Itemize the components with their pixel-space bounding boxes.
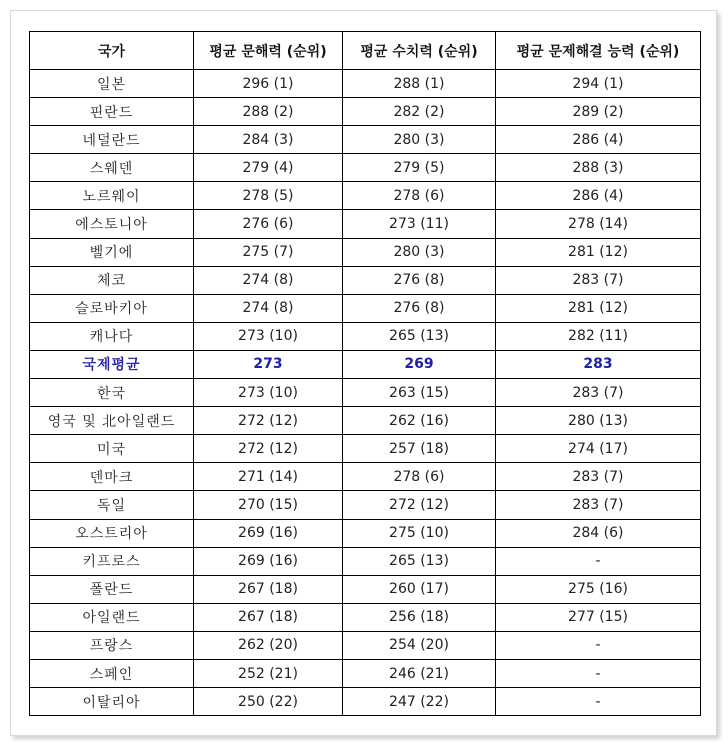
country-cell: 독일 [30,491,194,519]
table-body [30,70,701,716]
numeracy-cell: 279 (5) [343,154,496,182]
problem-solving-cell: 278 (14) [496,210,701,238]
literacy-cell: 267 (18) [194,603,343,631]
table-row [30,435,701,463]
problem-solving-cell: 283 [496,350,701,378]
literacy-cell: 250 (22) [194,688,343,716]
table-row [30,519,701,547]
table-row [30,463,701,491]
problem-solving-cell: 294 (1) [496,70,701,98]
numeracy-cell: 263 (15) [343,379,496,407]
header-country: 국가 [30,32,194,70]
table-row [30,379,701,407]
literacy-cell: 274 (8) [194,294,343,322]
problem-solving-cell: 283 (7) [496,379,701,407]
literacy-cell: 272 (12) [194,407,343,435]
table-row [30,294,701,322]
table-row-international-average [30,350,701,378]
numeracy-cell: 272 (12) [343,491,496,519]
numeracy-cell: 257 (18) [343,435,496,463]
problem-solving-cell: 284 (6) [496,519,701,547]
literacy-cell: 269 (16) [194,547,343,575]
country-cell: 영국 및 北아일랜드 [30,407,194,435]
country-cell: 아일랜드 [30,603,194,631]
numeracy-cell: 256 (18) [343,603,496,631]
table-row [30,491,701,519]
literacy-cell: 270 (15) [194,491,343,519]
problem-solving-cell: 283 (7) [496,491,701,519]
literacy-cell: 288 (2) [194,98,343,126]
table-row [30,603,701,631]
header-problem-solving: 평균 문제해결 능력 (순위) [496,32,701,70]
problem-solving-cell: 275 (16) [496,575,701,603]
problem-solving-cell: - [496,688,701,716]
table-row [30,98,701,126]
problem-solving-cell: 286 (4) [496,182,701,210]
country-cell: 에스토니아 [30,210,194,238]
country-cell: 폴란드 [30,575,194,603]
literacy-cell: 273 (10) [194,379,343,407]
problem-solving-cell: 286 (4) [496,126,701,154]
country-cell: 국제평균 [30,350,194,378]
table-row [30,238,701,266]
literacy-cell: 252 (21) [194,659,343,687]
literacy-cell: 279 (4) [194,154,343,182]
numeracy-cell: 275 (10) [343,519,496,547]
country-cell: 한국 [30,379,194,407]
table-row [30,688,701,716]
numeracy-cell: 269 [343,350,496,378]
table-row [30,547,701,575]
problem-solving-cell: - [496,547,701,575]
problem-solving-cell: 277 (15) [496,603,701,631]
country-cell: 오스트리아 [30,519,194,547]
table-row [30,659,701,687]
numeracy-cell: 276 (8) [343,294,496,322]
literacy-cell: 262 (20) [194,631,343,659]
problem-solving-cell: 288 (3) [496,154,701,182]
problem-solving-cell: 274 (17) [496,435,701,463]
country-cell: 노르웨이 [30,182,194,210]
literacy-cell: 275 (7) [194,238,343,266]
numeracy-cell: 282 (2) [343,98,496,126]
literacy-cell: 276 (6) [194,210,343,238]
literacy-cell: 278 (5) [194,182,343,210]
problem-solving-cell: - [496,659,701,687]
numeracy-cell: 280 (3) [343,238,496,266]
problem-solving-cell: 282 (11) [496,322,701,350]
header-numeracy: 평균 수치력 (순위) [343,32,496,70]
numeracy-cell: 278 (6) [343,463,496,491]
country-cell: 미국 [30,435,194,463]
table-row [30,182,701,210]
country-cell: 키프로스 [30,547,194,575]
country-cell: 덴마크 [30,463,194,491]
country-cell: 스페인 [30,659,194,687]
country-cell: 캐나다 [30,322,194,350]
table-header-row [30,32,701,70]
table-row [30,407,701,435]
table-row [30,126,701,154]
country-cell: 슬로바키아 [30,294,194,322]
country-cell: 핀란드 [30,98,194,126]
literacy-cell: 284 (3) [194,126,343,154]
country-cell: 이탈리아 [30,688,194,716]
literacy-cell: 273 (10) [194,322,343,350]
numeracy-cell: 278 (6) [343,182,496,210]
literacy-cell: 271 (14) [194,463,343,491]
table-row [30,210,701,238]
table-row [30,154,701,182]
country-cell: 벨기에 [30,238,194,266]
literacy-cell: 273 [194,350,343,378]
numeracy-cell: 273 (11) [343,210,496,238]
problem-solving-cell: - [496,631,701,659]
country-cell: 일본 [30,70,194,98]
literacy-cell: 269 (16) [194,519,343,547]
table-row [30,322,701,350]
numeracy-cell: 254 (20) [343,631,496,659]
problem-solving-cell: 281 (12) [496,238,701,266]
problem-solving-cell: 289 (2) [496,98,701,126]
problem-solving-cell: 283 (7) [496,266,701,294]
header-literacy: 평균 문해력 (순위) [194,32,343,70]
numeracy-cell: 246 (21) [343,659,496,687]
problem-solving-cell: 281 (12) [496,294,701,322]
numeracy-cell: 288 (1) [343,70,496,98]
numeracy-cell: 262 (16) [343,407,496,435]
literacy-cell: 296 (1) [194,70,343,98]
country-cell: 프랑스 [30,631,194,659]
problem-solving-cell: 283 (7) [496,463,701,491]
numeracy-cell: 280 (3) [343,126,496,154]
table-row [30,266,701,294]
country-cell: 네덜란드 [30,126,194,154]
numeracy-cell: 265 (13) [343,322,496,350]
numeracy-cell: 247 (22) [343,688,496,716]
table-row [30,70,701,98]
numeracy-cell: 276 (8) [343,266,496,294]
literacy-cell: 274 (8) [194,266,343,294]
table-row [30,575,701,603]
literacy-cell: 267 (18) [194,575,343,603]
ranking-table [29,31,701,716]
numeracy-cell: 260 (17) [343,575,496,603]
numeracy-cell: 265 (13) [343,547,496,575]
literacy-cell: 272 (12) [194,435,343,463]
country-cell: 체코 [30,266,194,294]
country-cell: 스웨덴 [30,154,194,182]
problem-solving-cell: 280 (13) [496,407,701,435]
table-row [30,631,701,659]
